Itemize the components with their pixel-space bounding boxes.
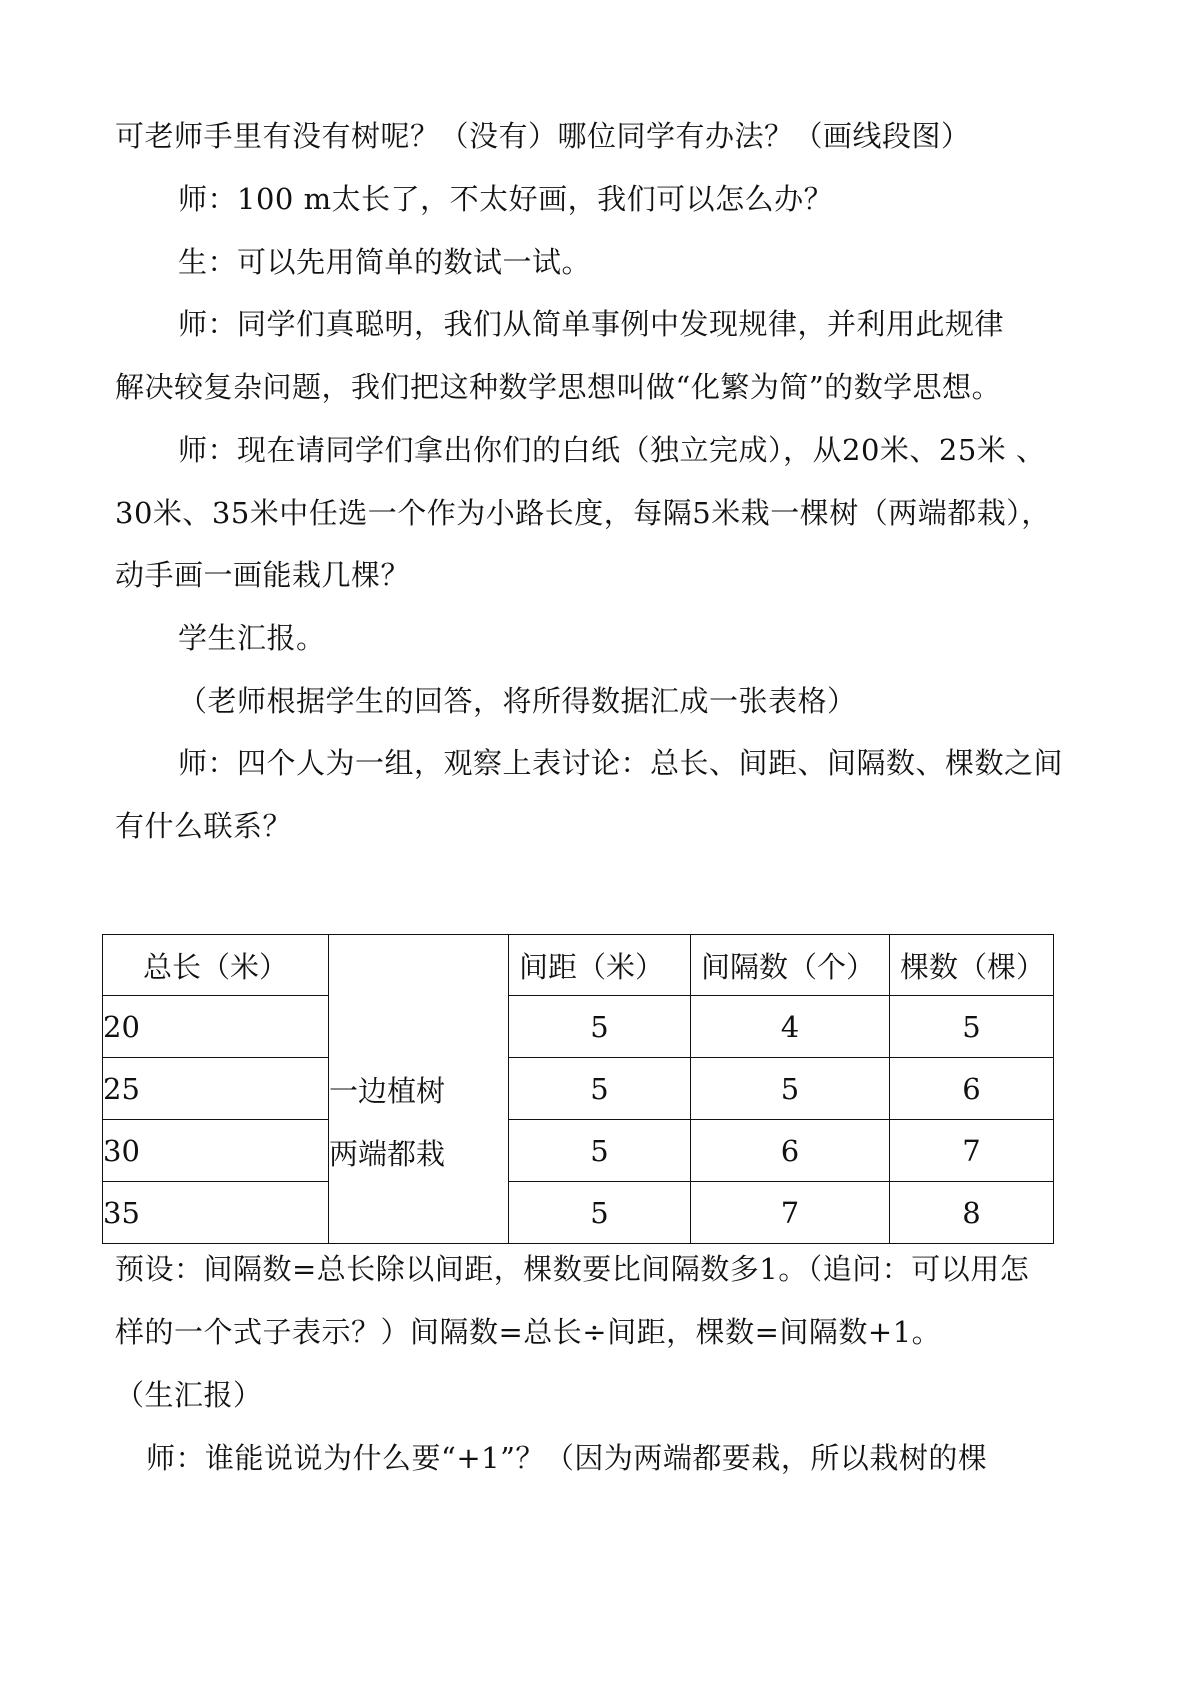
- cell-total-length: 20: [103, 996, 329, 1058]
- header-spacing: 间距（米）: [509, 935, 691, 996]
- cell-interval-count: 4: [691, 996, 890, 1058]
- tree-planting-table: [102, 934, 1054, 1244]
- cell-tree-count: 5: [890, 996, 1054, 1058]
- paragraph-line: 有什么联系？: [115, 809, 293, 843]
- paragraph-line: 师：四个人为一组，观察上表讨论：总长、间距、间隔数、棵数之间: [178, 746, 1064, 780]
- cell-spacing: 5: [509, 1182, 691, 1244]
- header-interval-count: 间隔数（个）: [691, 935, 890, 996]
- table-header-row: [103, 935, 1054, 996]
- paragraph-line: 学生汇报。: [178, 621, 326, 655]
- header-total-length: 总长（米）: [103, 935, 329, 996]
- cell-tree-count: 8: [890, 1182, 1054, 1244]
- paragraph-line: 30米、35米中任选一个作为小路长度，每隔5米栽一棵树（两端都栽），: [115, 496, 1051, 530]
- table-row: [103, 1182, 1054, 1244]
- cell-total-length: 30: [103, 1120, 329, 1182]
- cell-spacing: 5: [509, 1058, 691, 1120]
- cell-interval-count: 6: [691, 1120, 890, 1182]
- paragraph-line: 师：100 m太长了，不太好画，我们可以怎么办？: [178, 182, 834, 216]
- cell-interval-count: 5: [691, 1058, 890, 1120]
- paragraph-line: 预设：间隔数=总长除以间距，棵数要比间隔数多1。（追问：可以用怎: [115, 1252, 1030, 1286]
- table-row: [103, 1058, 1054, 1120]
- cell-tree-count: 6: [890, 1058, 1054, 1120]
- cell-total-length: 35: [103, 1182, 329, 1244]
- cell-tree-count: 7: [890, 1120, 1054, 1182]
- cell-spacing: 5: [509, 1120, 691, 1182]
- paragraph-line: 可老师手里有没有树呢？（没有）哪位同学有办法？（画线段图）: [115, 119, 971, 153]
- category-line-1: 一边植树: [329, 1074, 446, 1108]
- table-row: [103, 1120, 1054, 1182]
- paragraph-line: 师：现在请同学们拿出你们的白纸（独立完成），从20米、25米 、: [178, 433, 1046, 467]
- paragraph-line: 动手画一画能栽几棵？: [115, 558, 411, 592]
- table-row: [103, 996, 1054, 1058]
- merged-cell-category: [329, 935, 509, 1244]
- header-tree-count: 棵数（棵）: [890, 935, 1054, 996]
- cell-spacing: 5: [509, 996, 691, 1058]
- cell-interval-count: 7: [691, 1182, 890, 1244]
- paragraph-line: （老师根据学生的回答，将所得数据汇成一张表格）: [178, 684, 857, 718]
- paragraph-line: 样的一个式子表示？）间隔数=总长÷间距，棵数=间隔数+1。: [115, 1315, 942, 1349]
- cell-total-length: 25: [103, 1058, 329, 1120]
- paragraph-line: 师：同学们真聪明，我们从简单事例中发现规律，并利用此规律: [178, 307, 1005, 341]
- paragraph-line: 解决较复杂问题，我们把这种数学思想叫做“化繁为简”的数学思想。: [115, 370, 1002, 404]
- paragraph-line: （生汇报）: [115, 1378, 263, 1412]
- category-line-2: 两端都栽: [329, 1137, 446, 1171]
- paragraph-line: 师：谁能说说为什么要“+1”？（因为两端都要栽，所以栽树的棵: [146, 1441, 988, 1475]
- paragraph-line: 生：可以先用简单的数试一试。: [178, 245, 592, 279]
